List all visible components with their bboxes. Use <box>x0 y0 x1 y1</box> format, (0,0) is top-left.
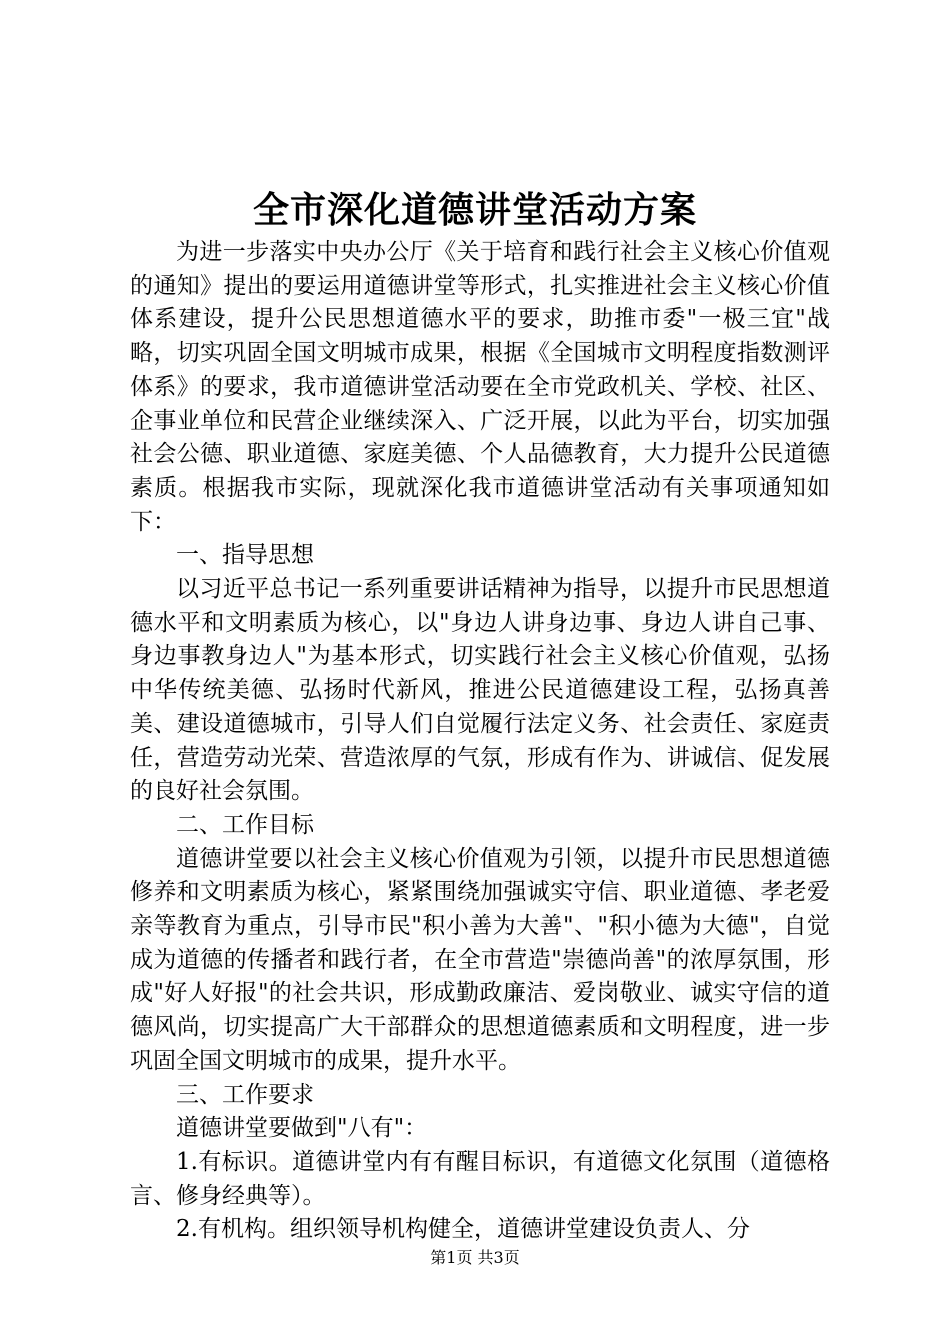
requirements-lead-paragraph: 道德讲堂要做到"八有"： <box>176 1115 428 1142</box>
work-goals-paragraph: 道德讲堂要以社会主义核心价值观为引领，以提升市民思想道德修养和文明素质为核心，紧紧围绕加强诚实守信、职业道德、孝老爱亲等教育为重点，引导市民"积小善为大善"、"积小德为大德"，自觉成为道德的传播者和践行者，在全市营造"崇德尚善"的浓厚氛围，形成"好人好报"的社会共识，形成勤政廉洁、爱岗敬业、诚实守信的道德风尚，切实提高广大干部群众的思想道德素质和文明程度，进一步巩固全国文明城市的成果，提升水平。 <box>130 845 830 1074</box>
section-heading-work-goals: 二、工作目标 <box>176 811 314 838</box>
guiding-thought-paragraph: 以习近平总书记一系列重要讲话精神为指导，以提升市民思想道德水平和文明素质为核心，以"身边人讲身边事、身边人讲自己事、身边事教身边人"为基本形式，切实践行社会主义核心价值观，弘扬中华传统美德、弘扬时代新风，推进公民道德建设工程，弘扬真善美、建设道德城市，引导人们自觉履行法定义务、社会责任、家庭责任，营造劳动光荣、营造浓厚的气氛，形成有作为、讲诚信、促发展的良好社会氛围。 <box>130 576 830 805</box>
page-number-footer: 第1页 共3页 <box>430 1248 520 1267</box>
requirement-item-1: 1.有标识。道德讲堂内有有醒目标识，有道德文化氛围（道德格言、修身经典等）。 <box>130 1148 830 1209</box>
section-heading-work-requirements: 三、工作要求 <box>176 1081 314 1108</box>
document-body <box>130 236 830 1247</box>
requirement-item-2: 2.有机构。组织领导机构健全，道德讲堂建设负责人、分 <box>176 1216 750 1243</box>
section-heading-guiding-thought: 一、指导思想 <box>176 542 314 569</box>
document-title: 全市深化道德讲堂活动方案 <box>252 189 697 231</box>
intro-paragraph: 为进一步落实中央办公厅《关于培育和践行社会主义核心价值观的通知》提出的要运用道德讲堂等形式，扎实推进社会主义核心价值体系建设，提升公民思想道德水平的要求，助推市委"一极三宜"战略，切实巩固全国文明城市成果，根据《全国城市文明程度指数测评体系》的要求，我市道德讲堂活动要在全市党政机关、学校、社区、企事业单位和民营企业继续深入、广泛开展，以此为平台，切实加强社会公德、职业道德、家庭美德、个人品德教育，大力提升公民道德素质。根据我市实际，现就深化我市道德讲堂活动有关事项通知如下： <box>130 239 830 535</box>
